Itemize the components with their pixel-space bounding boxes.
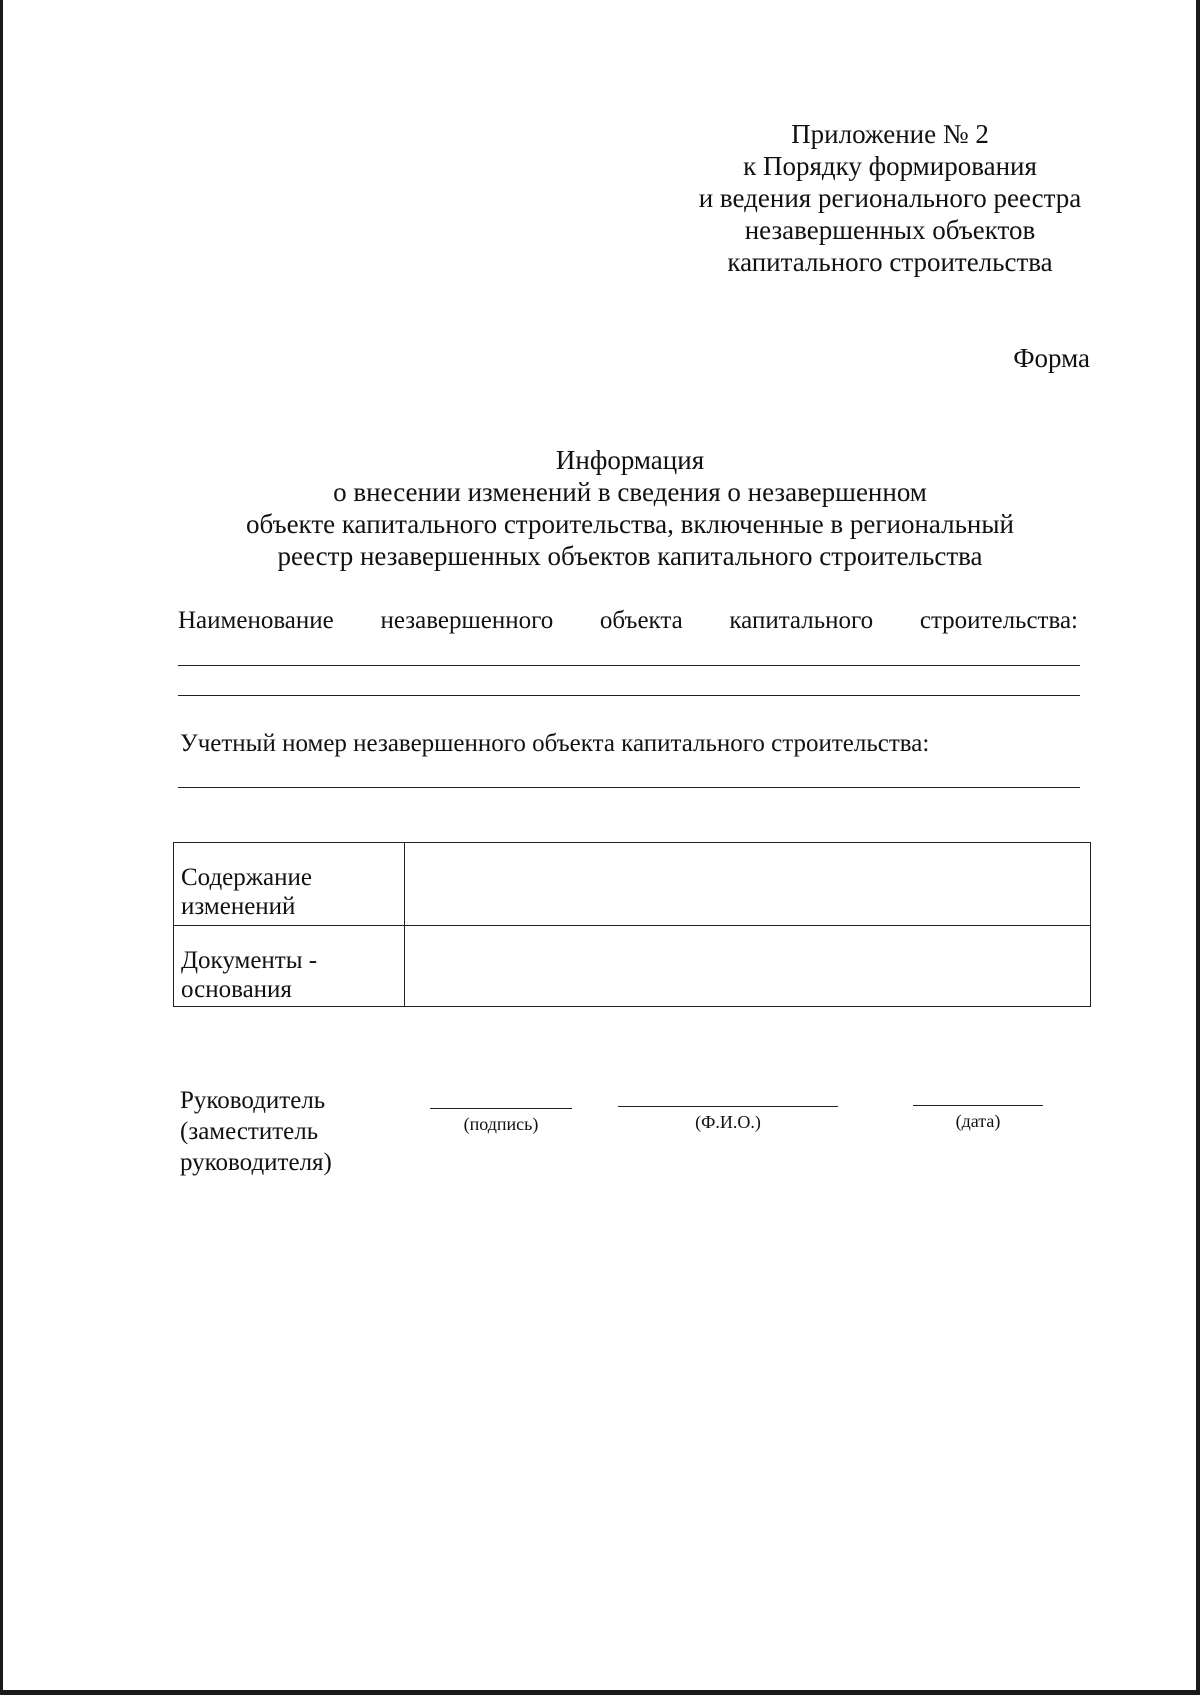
label-line: изменений	[181, 893, 296, 920]
signature-hint: (подпись)	[463, 1114, 539, 1134]
appendix-line: и ведения регионального реестра	[698, 183, 1082, 213]
appendix-header	[660, 118, 1120, 278]
full-name-line[interactable]	[618, 1106, 838, 1107]
changes-content-cell[interactable]	[404, 843, 1091, 926]
role-line: (заместитель	[180, 1118, 319, 1145]
title-line: объекте капитального строительства, включенные в региональный	[246, 509, 1014, 539]
scan-border-left	[0, 0, 3, 1695]
full-name-hint: (Ф.И.О.)	[695, 1112, 761, 1132]
date-hint: (дата)	[955, 1111, 1001, 1131]
table-row	[174, 843, 1091, 926]
appendix-line: Приложение № 2	[791, 119, 989, 149]
appendix-line: капитального строительства	[727, 247, 1053, 277]
accounting-number-line[interactable]	[178, 787, 1080, 788]
title-line: Информация	[555, 445, 705, 475]
scan-border-right	[1196, 0, 1200, 1695]
title-line: о внесении изменений в сведения о незавершенном	[333, 477, 927, 507]
label-line: основания	[181, 976, 292, 1003]
signature-line[interactable]	[430, 1108, 572, 1109]
role-line: Руководитель	[180, 1087, 326, 1114]
object-name-label: Наименование незавершенного объекта капитального строительства:	[178, 607, 1078, 634]
changes-table	[173, 842, 1091, 1007]
accounting-number-label: Учетный номер незавершенного объекта капитального строительства:	[180, 730, 930, 757]
basis-documents-cell[interactable]	[404, 926, 1091, 1007]
form-label: Форма	[1013, 343, 1090, 373]
label-line: Документы -	[181, 947, 318, 974]
label-line: Содержание	[181, 864, 312, 891]
scan-border-bottom	[0, 1690, 1200, 1695]
object-name-line-2[interactable]	[178, 695, 1080, 696]
basis-documents-label	[174, 926, 405, 1007]
appendix-line: к Порядку формирования	[743, 151, 1037, 181]
role-line: руководителя)	[180, 1149, 332, 1176]
signatory-role	[180, 1085, 332, 1178]
title-line: реестр незавершенных объектов капитального строительства	[277, 541, 983, 571]
document-title	[170, 444, 1090, 572]
changes-content-label	[174, 843, 405, 926]
appendix-line: незавершенных объектов	[744, 215, 1036, 245]
table-row	[174, 926, 1091, 1007]
date-line[interactable]	[913, 1105, 1043, 1106]
object-name-line-1[interactable]	[178, 665, 1080, 666]
